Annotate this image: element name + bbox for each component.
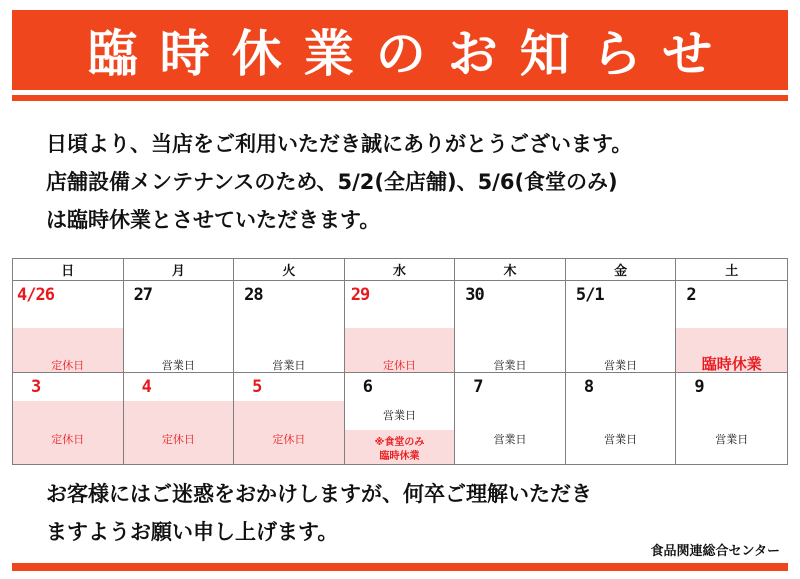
organization-name: 食品関連総合センター: [650, 544, 780, 559]
calendar-cell: [345, 281, 456, 373]
note-line-2: 臨時休業: [379, 450, 420, 462]
closing-line-2: ますようお願い申し上げます。: [46, 520, 339, 544]
date-label: 9: [694, 376, 704, 397]
cafeteria-closure-note: [345, 436, 455, 464]
calendar-cell: [455, 281, 566, 373]
calendar-cell: [566, 281, 677, 373]
calendar-cell: [13, 281, 124, 373]
calendar-cell: [234, 373, 345, 465]
calendar-cell: [676, 281, 787, 373]
weekday-wed: 水: [345, 259, 456, 281]
calendar-cell: [124, 281, 235, 373]
date-label: 7: [473, 376, 483, 397]
title-banner: [12, 10, 788, 90]
weekday-sun: 日: [13, 259, 124, 281]
status-regular-holiday: 定休日: [51, 432, 85, 446]
date-label: 28: [244, 285, 263, 305]
date-label: 4/26: [17, 285, 54, 305]
status-regular-holiday: 定休日: [161, 432, 195, 446]
note-line-1: ※食堂のみ: [374, 436, 425, 448]
weekday-fri: 金: [566, 259, 677, 281]
weekday-thu: 木: [455, 259, 566, 281]
status-open: 営業日: [272, 359, 306, 372]
status-open: 営業日: [604, 432, 638, 446]
intro-line-1: 日頃より、当店をご利用いただき誠にありがとうございます。: [46, 132, 633, 156]
status-regular-holiday: 定休日: [382, 359, 416, 372]
page-title: 臨時休業のお知らせ: [87, 25, 735, 83]
date-label: 27: [133, 285, 153, 305]
closure-calendar: [12, 258, 788, 465]
status-open: 営業日: [604, 359, 638, 372]
closing-line-1: お客様にはご迷惑をおかけしますが、何卒ご理解いただき: [46, 482, 592, 506]
weekday-sat: 土: [676, 259, 787, 281]
date-label: 3: [31, 376, 41, 397]
calendar-cell: [124, 373, 235, 465]
status-open: 営業日: [493, 359, 527, 372]
status-open: 営業日: [715, 432, 749, 446]
date-label: 6: [362, 376, 372, 397]
date-label: 5/1: [575, 285, 604, 305]
intro-line-3: は臨時休業とさせていただきます。: [46, 208, 381, 232]
intro-line-2: 店舗設備メンテナンスのため、5/2(全店舗)、5/6(食堂のみ): [46, 170, 618, 194]
weekday-mon: 月: [124, 259, 235, 281]
closing-text: [46, 478, 592, 554]
date-label: 2: [686, 285, 696, 305]
date-label: 8: [583, 376, 594, 397]
status-regular-holiday: 定休日: [272, 432, 306, 446]
bottom-divider: [12, 563, 788, 571]
calendar-cell: [676, 373, 787, 465]
date-label: 5: [252, 376, 262, 397]
date-label: 4: [141, 376, 151, 397]
status-open: 営業日: [382, 408, 416, 422]
calendar-cell: [566, 373, 677, 465]
top-divider: [12, 95, 788, 101]
intro-text: [46, 128, 632, 242]
date-label: 29: [350, 285, 370, 305]
calendar-cell: [13, 373, 124, 465]
date-label: 30: [465, 285, 484, 305]
calendar-cell: [345, 373, 456, 465]
weekday-tue: 火: [234, 259, 345, 281]
calendar-cell: [234, 281, 345, 373]
status-open: 営業日: [161, 359, 195, 372]
status-temporary-closure: 臨時休業: [701, 355, 762, 373]
calendar-cell: [455, 373, 566, 465]
status-regular-holiday: 定休日: [51, 359, 85, 372]
status-open: 営業日: [493, 432, 527, 446]
